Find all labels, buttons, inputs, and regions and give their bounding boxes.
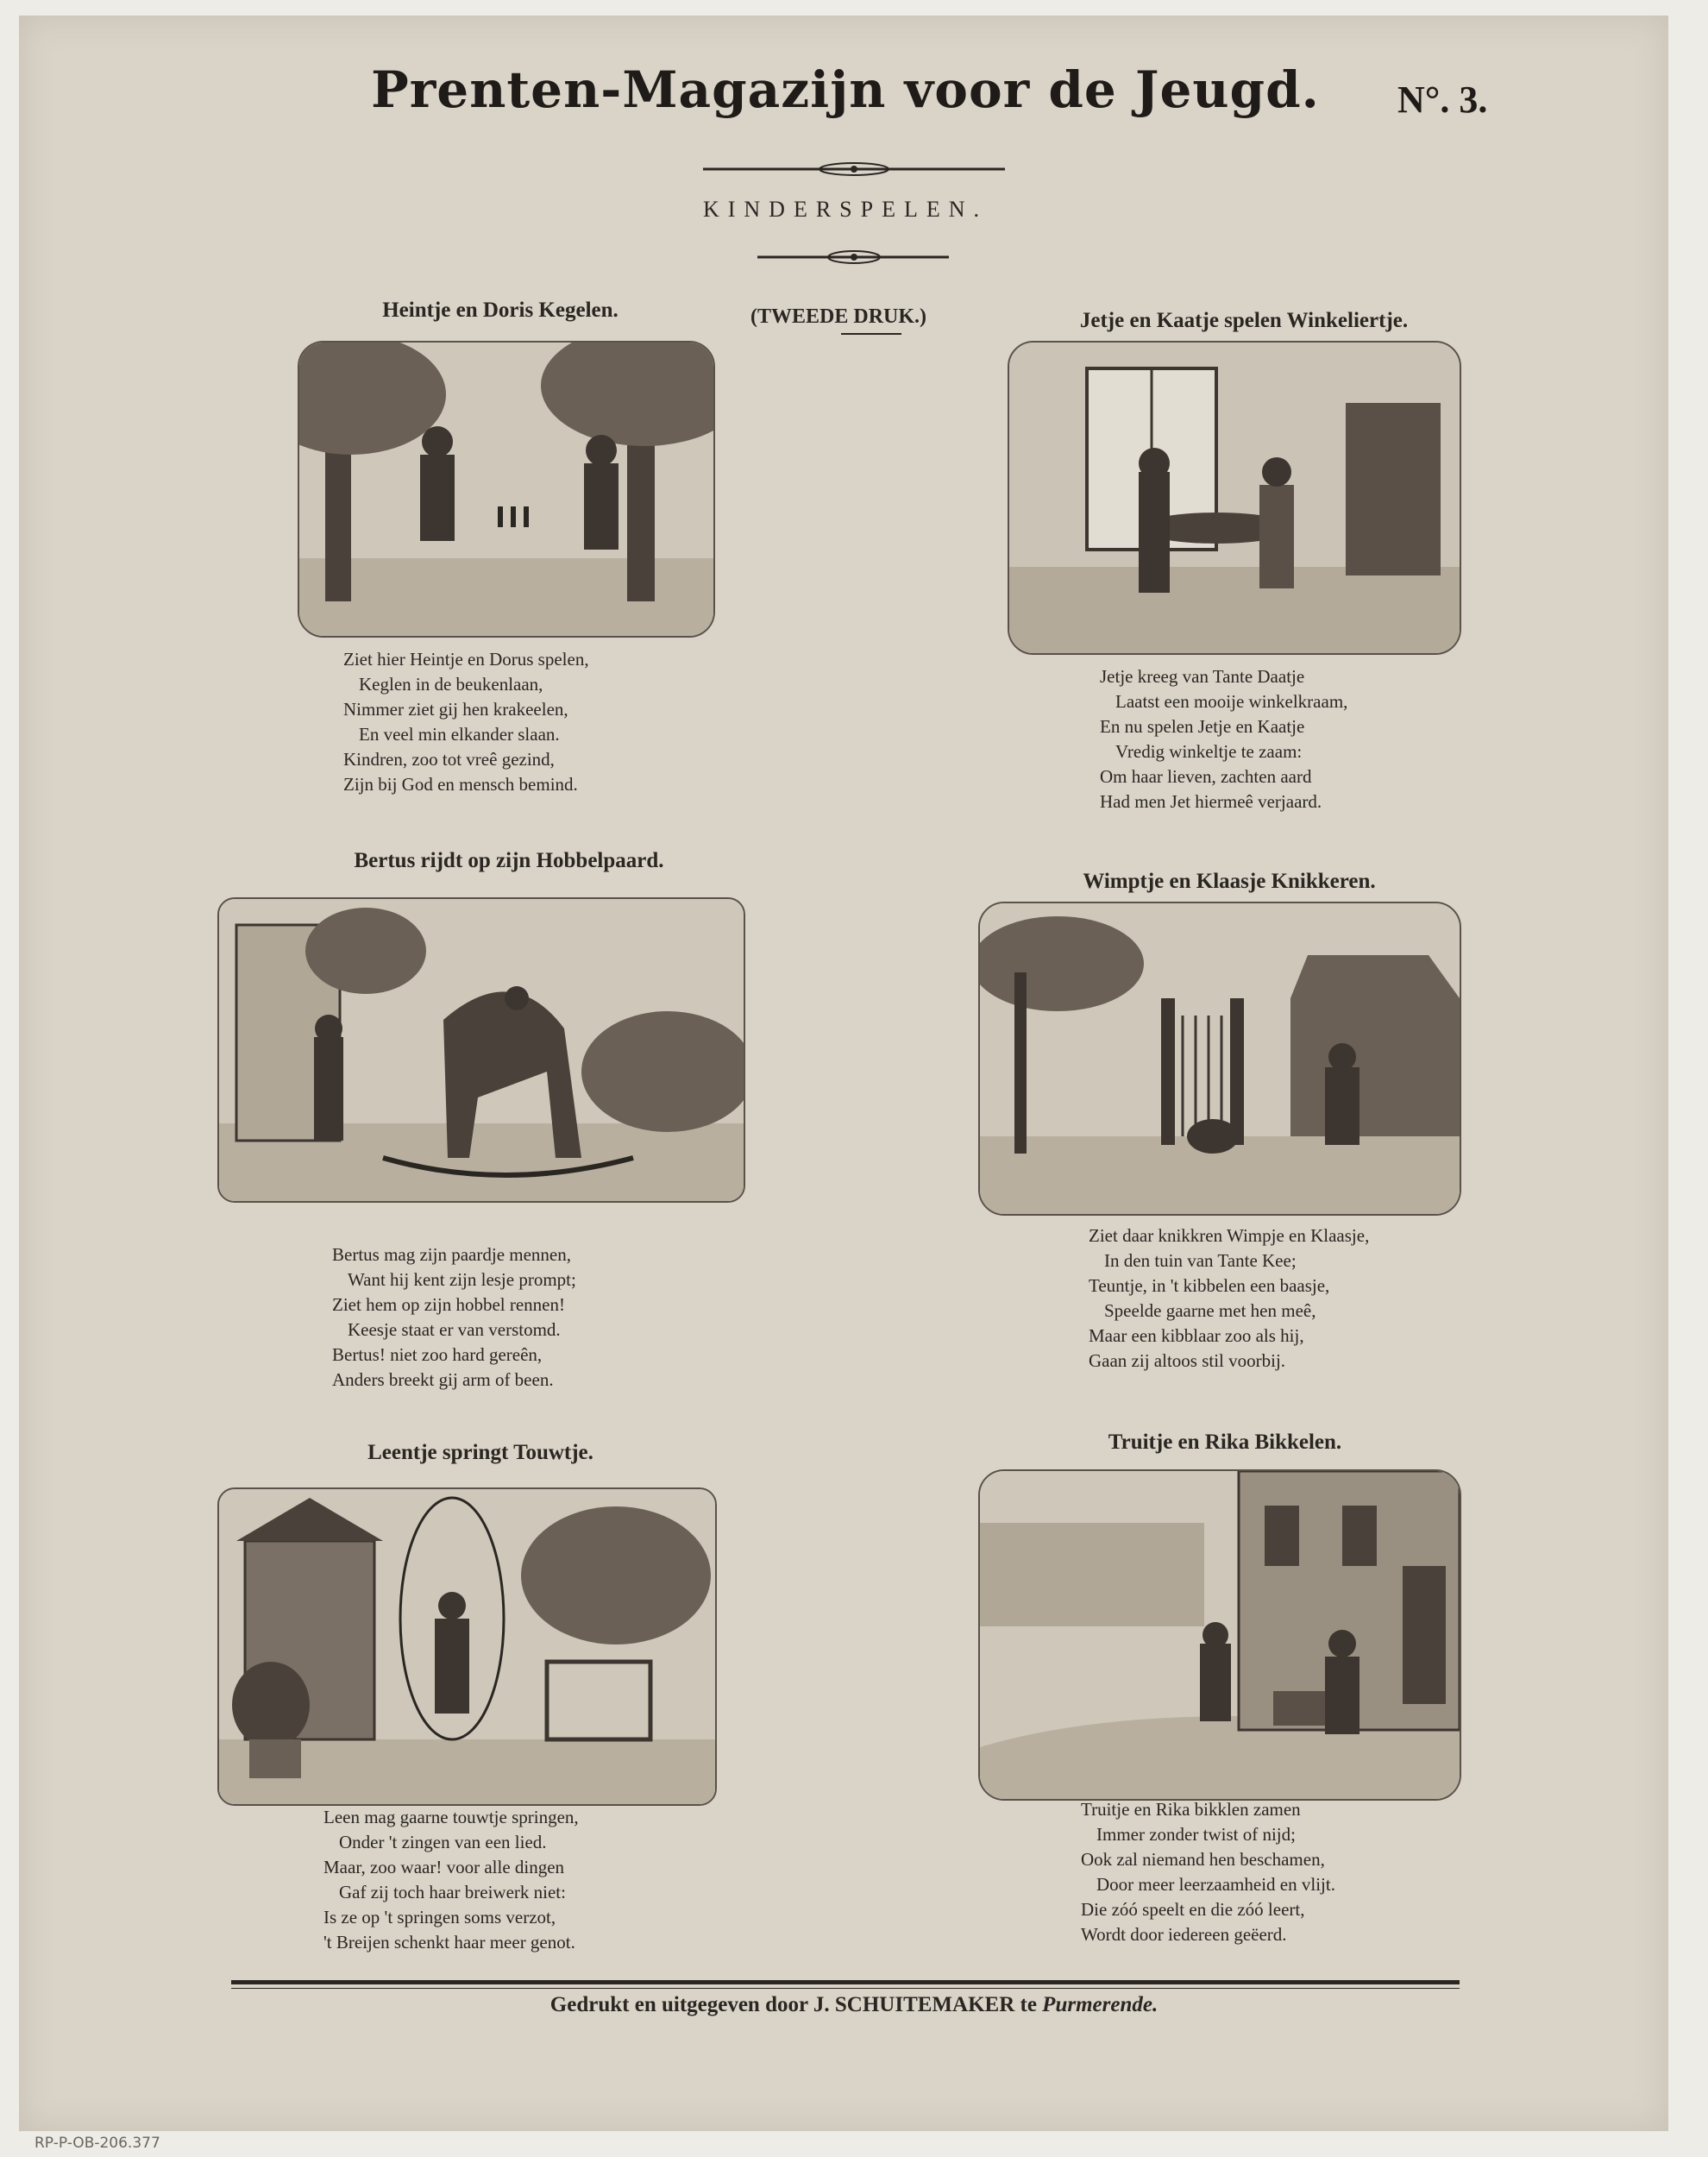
- illustration-bikkelen: [978, 1469, 1461, 1801]
- verse-line: Maar, zoo waar! voor alle dingen: [323, 1857, 565, 1877]
- verse-line: Bertus mag zijn paardje mennen,: [332, 1244, 571, 1265]
- issue-number: N°. 3.: [1397, 79, 1488, 121]
- footer-rule-thin: [231, 1988, 1460, 1989]
- verse-line: Onder 't zingen van een lied.: [339, 1832, 547, 1852]
- verse-line: Anders breekt gij arm of been.: [332, 1369, 554, 1390]
- verse-line: Immer zonder twist of nijd;: [1096, 1824, 1296, 1845]
- verse-line: Door meer leerzaamheid en vlijt.: [1096, 1874, 1335, 1895]
- heading-hobbelpaard: Bertus rijdt op zijn Hobbelpaard.: [354, 849, 664, 872]
- imprint-place: Purmerende.: [1042, 1993, 1159, 2016]
- verse-line: In den tuin van Tante Kee;: [1104, 1250, 1297, 1271]
- verse-line: Jetje kreeg van Tante Daatje: [1100, 666, 1305, 687]
- verse-line: Keesje staat er van verstomd.: [348, 1319, 561, 1340]
- edition-underline: [841, 333, 901, 335]
- verse-line: Speelde gaarne met hen meê,: [1104, 1300, 1316, 1321]
- verse-line: Zijn bij God en mensch bemind.: [343, 774, 578, 795]
- illustration-kegelen: [298, 341, 715, 638]
- verse-knikkeren: [1089, 1223, 1537, 1374]
- verse-line: Gaf zij toch haar breiwerk niet:: [339, 1882, 566, 1902]
- archive-number: RP-P-OB-206.377: [35, 2135, 160, 2152]
- verse-hobbelpaard: [332, 1242, 781, 1393]
- verse-line: 't Breijen schenkt haar meer genot.: [323, 1932, 575, 1953]
- top-ornament: [0, 159, 1708, 179]
- verse-line: Want hij kent zijn lesje prompt;: [348, 1269, 576, 1290]
- heading-kegelen: Heintje en Doris Kegelen.: [382, 299, 619, 322]
- verse-line: Om haar lieven, zachten aard: [1100, 766, 1312, 787]
- illustration-touwtje: [217, 1487, 717, 1806]
- edition-label: (TWEEDE DRUK.): [750, 305, 927, 328]
- heading-knikkeren: Wimptje en Klaasje Knikkeren.: [1083, 870, 1376, 893]
- verse-line: Leen mag gaarne touwtje springen,: [323, 1807, 579, 1827]
- illustration-hobbelpaard: [217, 897, 745, 1203]
- imprint-text: Gedrukt en uitgegeven door J. SCHUITEMAKER te: [549, 1993, 1037, 2016]
- illustration-winkeliertje: [1008, 341, 1461, 655]
- verse-line: Vredig winkeltje te zaam:: [1115, 741, 1303, 762]
- magazine-title: Prenten-Magazijn voor de Jeugd.: [371, 60, 1320, 119]
- section-subtitle: KINDERSPELEN.: [702, 197, 989, 222]
- heading-bikkelen: Truitje en Rika Bikkelen.: [1108, 1431, 1342, 1454]
- verse-line: Bertus! niet zoo hard gereên,: [332, 1344, 543, 1365]
- verse-line: Maar een kibblaar zoo als hij,: [1089, 1325, 1304, 1346]
- verse-line: Ook zal niemand hen beschamen,: [1081, 1849, 1325, 1870]
- verse-line: Had men Jet hiermeê verjaard.: [1100, 791, 1322, 812]
- verse-line: Ziet daar knikkren Wimpje en Klaasje,: [1089, 1225, 1370, 1246]
- verse-line: Ziet hem op zijn hobbel rennen!: [332, 1294, 565, 1315]
- verse-line: Teuntje, in 't kibbelen een baasje,: [1089, 1275, 1330, 1296]
- heading-winkeliertje: Jetje en Kaatje spelen Winkeliertje.: [1079, 309, 1409, 332]
- verse-line: Gaan zij altoos stil voorbij.: [1089, 1350, 1286, 1371]
- verse-line: Kindren, zoo tot vreê gezind,: [343, 749, 555, 770]
- verse-line: Keglen in de beukenlaan,: [359, 674, 543, 695]
- verse-line: En veel min elkander slaan.: [359, 724, 560, 745]
- verse-touwtje: [323, 1805, 772, 1955]
- verse-line: Is ze op 't springen soms verzot,: [323, 1907, 556, 1927]
- verse-line: Wordt door iedereen geëerd.: [1081, 1924, 1287, 1945]
- verse-bikkelen: [1081, 1797, 1529, 1947]
- verse-kegelen: [343, 647, 792, 797]
- footer-rule-thick: [231, 1980, 1460, 1984]
- verse-line: Die zóó speelt en die zóó leert,: [1081, 1899, 1305, 1920]
- verse-line: Laatst een mooije winkelkraam,: [1115, 691, 1348, 712]
- illustration-knikkeren: [978, 902, 1461, 1216]
- verse-line: Ziet hier Heintje en Dorus spelen,: [343, 649, 589, 670]
- verse-line: Nimmer ziet gij hen krakeelen,: [343, 699, 568, 720]
- mid-ornament: [0, 247, 1708, 267]
- heading-touwtje: Leentje springt Touwtje.: [367, 1441, 593, 1464]
- printer-imprint: [0, 1993, 1708, 2017]
- verse-winkeliertje: [1100, 664, 1548, 814]
- verse-line: Truitje en Rika bikklen zamen: [1081, 1799, 1301, 1820]
- verse-line: En nu spelen Jetje en Kaatje: [1100, 716, 1305, 737]
